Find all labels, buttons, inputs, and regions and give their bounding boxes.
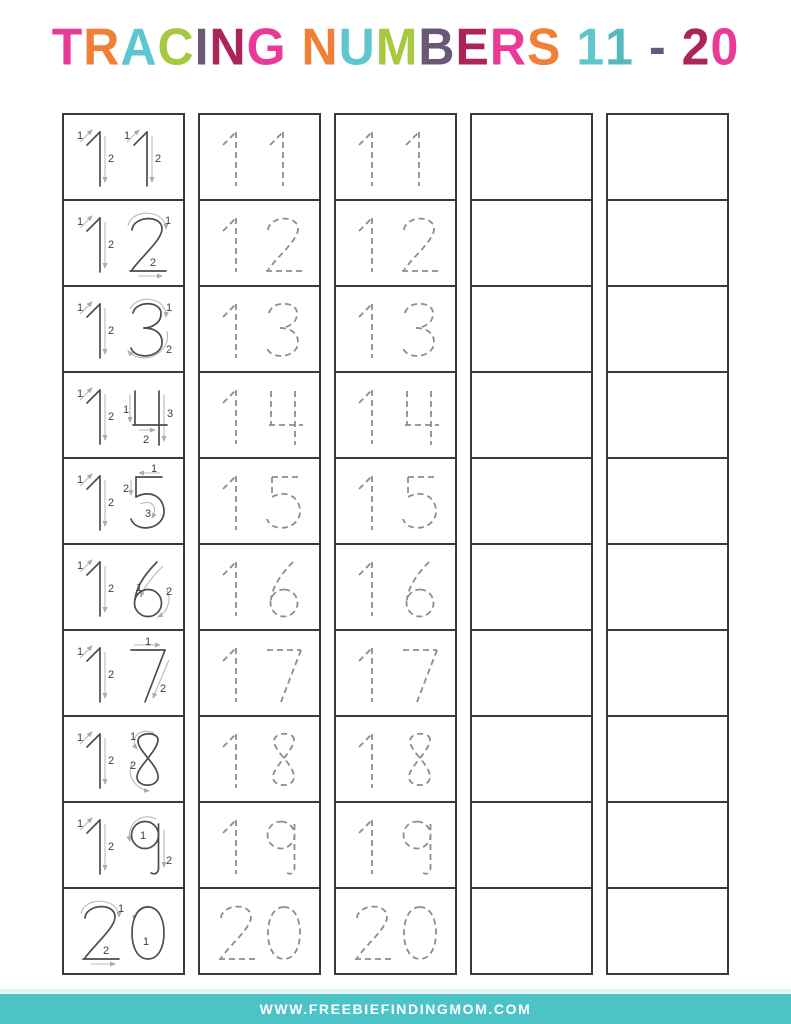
title-letter: B xyxy=(418,17,456,77)
stroke-order-label: 1 xyxy=(150,463,157,475)
number-18-trace-drawing xyxy=(202,719,318,799)
number-20-trace-drawing xyxy=(202,891,318,971)
title-letter: 0 xyxy=(710,17,740,77)
stroke-order-label: 2 xyxy=(107,239,114,251)
number-19-trace-drawing xyxy=(202,805,318,885)
stroke-order-label: 1 xyxy=(76,818,83,830)
title-letter: 1 xyxy=(576,17,606,77)
tracing-grid xyxy=(62,113,729,975)
title-letter: - xyxy=(648,17,667,77)
stroke-order-label: 2 xyxy=(154,153,161,165)
number-16-trace-drawing xyxy=(202,547,318,627)
number-13-trace-drawing xyxy=(202,289,318,369)
blank-cell-15-blank-a xyxy=(470,457,593,545)
stroke-order-label: 1 xyxy=(129,731,136,743)
stroke-order-label: 2 xyxy=(165,344,172,356)
trace-cell-14-trace-a xyxy=(198,371,321,459)
stroke-order-label: 3 xyxy=(166,408,173,420)
trace-cell-15-trace-a xyxy=(198,457,321,545)
blank-cell-20-blank-b xyxy=(606,887,729,975)
number-18-trace-drawing xyxy=(338,719,454,799)
number-11-trace-drawing xyxy=(202,117,318,197)
stroke-order-label: 2 xyxy=(102,945,109,957)
trace-cell-20-trace-b xyxy=(334,887,457,975)
number-15-trace-drawing xyxy=(202,461,318,541)
stroke-order-label: 1 xyxy=(117,903,124,915)
blank-cell-12-blank-b xyxy=(606,199,729,287)
number-20-trace-drawing xyxy=(338,891,454,971)
blank-cell-14-blank-b xyxy=(606,371,729,459)
trace-cell-19-trace-a xyxy=(198,801,321,889)
guide-cell-19-guide xyxy=(62,801,185,889)
number-16-guide-drawing xyxy=(66,547,182,627)
title-letter: N xyxy=(209,17,247,77)
number-19-trace-drawing xyxy=(338,805,454,885)
trace-cell-18-trace-a xyxy=(198,715,321,803)
trace-cell-13-trace-b xyxy=(334,285,457,373)
blank-cell-17-blank-a xyxy=(470,629,593,717)
blank-cell-18-blank-b xyxy=(606,715,729,803)
blank-cell-12-blank-a xyxy=(470,199,593,287)
trace-cell-17-trace-b xyxy=(334,629,457,717)
blank-cell-14-blank-a xyxy=(470,371,593,459)
guide-cell-17-guide xyxy=(62,629,185,717)
stroke-order-label: 1 xyxy=(135,582,142,594)
blank-cell-11-blank-a xyxy=(470,113,593,201)
trace-cell-16-trace-a xyxy=(198,543,321,631)
stroke-order-label: 1 xyxy=(123,130,130,142)
stroke-order-label: 2 xyxy=(107,325,114,337)
stroke-order-label: 2 xyxy=(107,583,114,595)
stroke-order-label: 1 xyxy=(76,560,83,572)
title-letter: G xyxy=(246,17,287,77)
trace-cell-14-trace-b xyxy=(334,371,457,459)
blank-cell-18-blank-a xyxy=(470,715,593,803)
blank-cell-17-blank-b xyxy=(606,629,729,717)
number-18-guide-drawing xyxy=(66,719,182,799)
number-14-trace-drawing xyxy=(202,375,318,455)
title-letter: R xyxy=(489,17,527,77)
blank-cell-13-blank-a xyxy=(470,285,593,373)
stroke-order-label: 2 xyxy=(107,153,114,165)
blank-cell-19-blank-a xyxy=(470,801,593,889)
title-letter: A xyxy=(120,17,158,77)
trace-cell-11-trace-a xyxy=(198,113,321,201)
stroke-order-label: 2 xyxy=(165,855,172,867)
title-letter: R xyxy=(83,17,121,77)
blank-cell-13-blank-b xyxy=(606,285,729,373)
guide-cell-15-guide xyxy=(62,457,185,545)
stroke-order-label: 1 xyxy=(144,636,151,648)
title-letter: U xyxy=(338,17,376,77)
trace-cell-20-trace-a xyxy=(198,887,321,975)
title-letter: I xyxy=(194,17,210,77)
stroke-order-label: 1 xyxy=(139,830,146,842)
title-letter: 2 xyxy=(681,17,711,77)
guide-cell-20-guide xyxy=(62,887,185,975)
guide-cell-11-guide xyxy=(62,113,185,201)
stroke-order-label: 2 xyxy=(107,497,114,509)
number-15-guide-drawing xyxy=(66,461,182,541)
stroke-order-label: 1 xyxy=(76,646,83,658)
blank-cell-20-blank-a xyxy=(470,887,593,975)
trace-cell-13-trace-a xyxy=(198,285,321,373)
number-17-trace-drawing xyxy=(338,633,454,713)
stroke-order-label: 1 xyxy=(76,130,83,142)
number-20-guide-drawing xyxy=(66,891,182,971)
title-letter: T xyxy=(51,17,84,77)
stroke-order-label: 2 xyxy=(107,669,114,681)
guide-cell-13-guide xyxy=(62,285,185,373)
stroke-order-label: 3 xyxy=(144,508,151,520)
number-12-trace-drawing xyxy=(202,203,318,283)
guide-cell-12-guide xyxy=(62,199,185,287)
trace-cell-19-trace-b xyxy=(334,801,457,889)
number-14-trace-drawing xyxy=(338,375,454,455)
number-19-guide-drawing xyxy=(66,805,182,885)
title-letter: 1 xyxy=(605,17,634,77)
title-letter: N xyxy=(301,17,339,77)
guide-cell-14-guide xyxy=(62,371,185,459)
stroke-order-label: 1 xyxy=(76,216,83,228)
stroke-order-label: 2 xyxy=(122,483,129,495)
title-letter: E xyxy=(455,17,490,77)
guide-cell-18-guide xyxy=(62,715,185,803)
stroke-order-label: 1 xyxy=(76,302,83,314)
grid-column-blank-b xyxy=(606,113,729,975)
title-letter: M xyxy=(375,17,419,77)
stroke-order-label: 2 xyxy=(142,434,149,446)
trace-cell-12-trace-a xyxy=(198,199,321,287)
blank-cell-19-blank-b xyxy=(606,801,729,889)
footer-url: WWW.FREEBIEFINDINGMOM.COM xyxy=(259,1001,532,1017)
stroke-order-label: 2 xyxy=(107,755,114,767)
number-17-trace-drawing xyxy=(202,633,318,713)
number-16-trace-drawing xyxy=(338,547,454,627)
stroke-order-label: 2 xyxy=(107,841,114,853)
stroke-order-label: 2 xyxy=(159,683,166,695)
blank-cell-11-blank-b xyxy=(606,113,729,201)
guide-cell-16-guide xyxy=(62,543,185,631)
blank-cell-16-blank-a xyxy=(470,543,593,631)
trace-cell-11-trace-b xyxy=(334,113,457,201)
trace-cell-15-trace-b xyxy=(334,457,457,545)
blank-cell-16-blank-b xyxy=(606,543,729,631)
trace-cell-17-trace-a xyxy=(198,629,321,717)
blank-cell-15-blank-b xyxy=(606,457,729,545)
stroke-order-label: 2 xyxy=(107,411,114,423)
number-12-trace-drawing xyxy=(338,203,454,283)
number-13-trace-drawing xyxy=(338,289,454,369)
stroke-order-label: 2 xyxy=(149,257,156,269)
trace-cell-12-trace-b xyxy=(334,199,457,287)
stroke-order-label: 1 xyxy=(165,302,172,314)
stroke-order-label: 1 xyxy=(164,215,171,227)
number-15-trace-drawing xyxy=(338,461,454,541)
title-letter: S xyxy=(526,17,562,77)
stroke-order-label: 1 xyxy=(142,936,149,948)
number-17-guide-drawing xyxy=(66,633,182,713)
page-title xyxy=(0,19,791,76)
number-12-guide-drawing xyxy=(66,203,182,283)
stroke-order-label: 1 xyxy=(76,474,83,486)
number-11-trace-drawing xyxy=(338,117,454,197)
stroke-order-label: 1 xyxy=(76,732,83,744)
number-13-guide-drawing xyxy=(66,289,182,369)
stroke-order-label: 1 xyxy=(122,404,129,416)
grid-column-trace-a xyxy=(198,113,321,975)
stroke-order-label: 1 xyxy=(76,388,83,400)
title-letter: C xyxy=(157,17,195,77)
grid-column-blank-a xyxy=(470,113,593,975)
number-14-guide-drawing xyxy=(66,375,182,455)
stroke-order-label: 2 xyxy=(129,760,136,772)
stroke-order-label: 2 xyxy=(165,586,172,598)
trace-cell-18-trace-b xyxy=(334,715,457,803)
number-11-guide-drawing xyxy=(66,117,182,197)
grid-column-guide xyxy=(62,113,185,975)
grid-column-trace-b xyxy=(334,113,457,975)
trace-cell-16-trace-b xyxy=(334,543,457,631)
footer-bar xyxy=(0,994,791,1024)
